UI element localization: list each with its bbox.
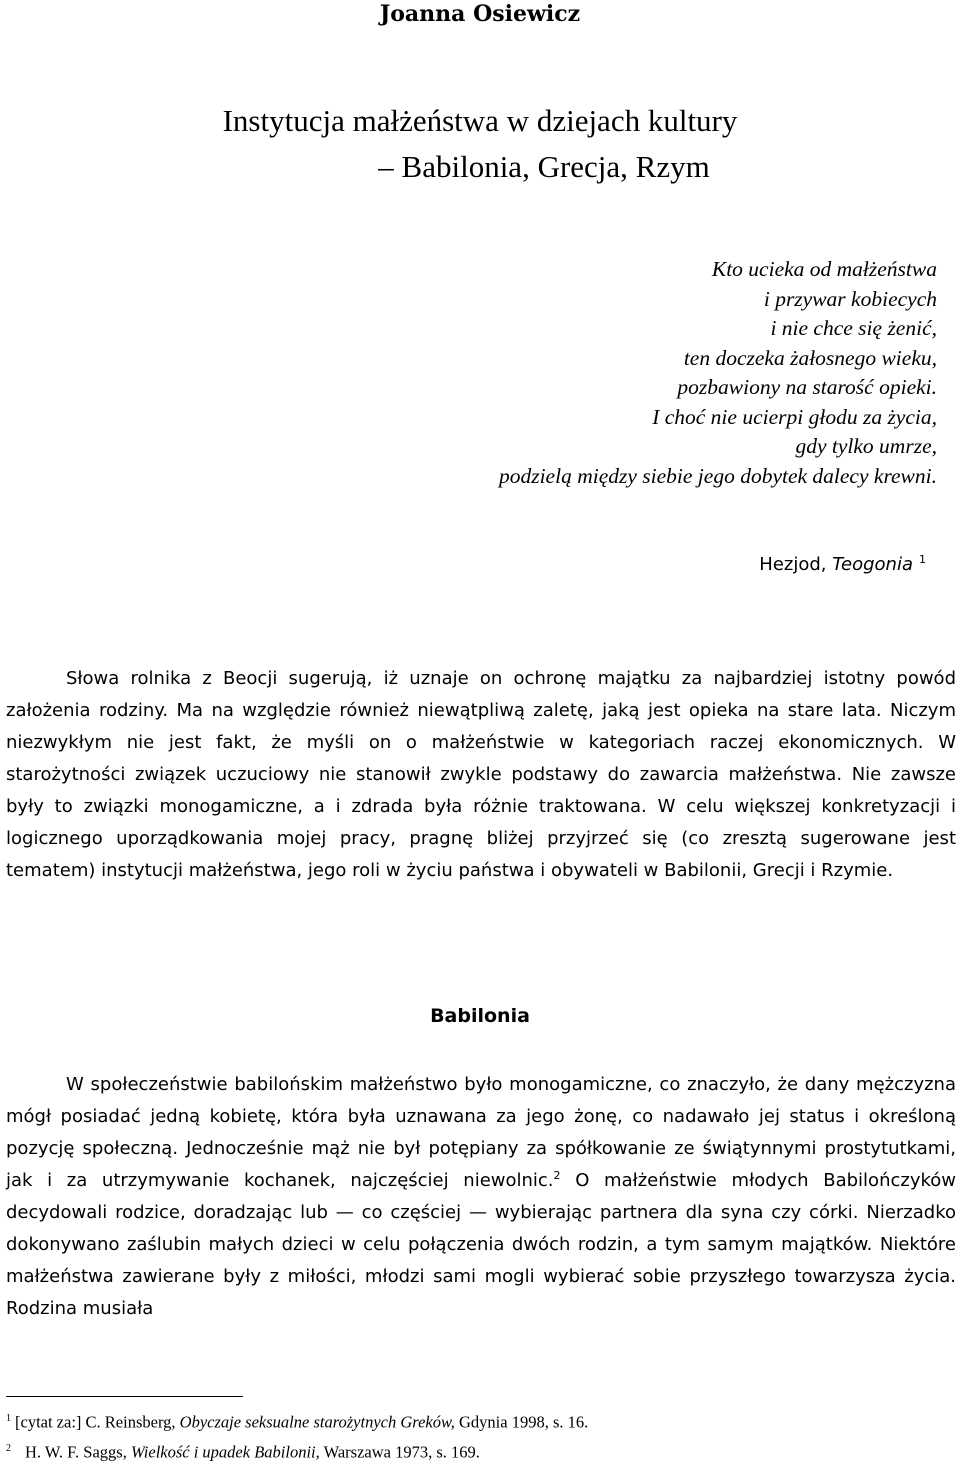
footnote-suffix: Gdynia 1998, s. 16. bbox=[455, 1413, 588, 1432]
footnote-1 bbox=[6, 1406, 956, 1436]
attribution-work: Teogonia bbox=[832, 554, 913, 575]
epigraph-line: Kto ucieka od małżeństwa bbox=[337, 255, 937, 285]
attribution-author: Hezjod, bbox=[759, 554, 832, 575]
footnote-separator bbox=[6, 1396, 243, 1397]
intro-paragraph: Słowa rolnika z Beocji sugerują, iż uznaje on ochronę majątku za najbardziej istotny powód założenia rodziny. Ma na względzie również niewątpliwą zaletę, jaką jest opieka na stare lata. Niczym niezwykłym nie jest fakt, że myśli on o małżeństwie w kategoriach raczej ekonomicznych. W starożytności związek uczuciowy nie stanowił zwykle podstawy do zawarcia małżeństwa. Nie zawsze były to związki monogamiczne, a i zdrada była różnie traktowana. W celu większej konkretyzacji i logicznego uporządkowania mojej pracy, pragnę bliżej przyjrzeć się (co zresztą sugerowane jest tematem) instytucji małżeństwa, jego roli w życiu państwa i obywateli w Babilonii, Grecji i Rzymie. bbox=[6, 663, 956, 887]
epigraph bbox=[337, 255, 937, 491]
epigraph-line: gdy tylko umrze, bbox=[337, 432, 937, 462]
footnote-ref-1[interactable]: 1 bbox=[919, 553, 926, 566]
section-paragraph-part-2: O małżeństwie młodych Babilończyków decydowali rodzice, doradzając lub — co częściej — wybierając partnera dla syna czy córki. Nierzadko dokonywano zaślubin małych dzieci w celu połączenia dwóch rodzin, a tym samym majątków. Niektóre małżeństwa zawierane były z miłości, młodzi sami mogli wybierać sobie przyszłego towarzysza życia. Rodzina musiała bbox=[6, 1170, 956, 1319]
title-line-2: – Babilonia, Grecja, Rzym bbox=[0, 144, 960, 190]
epigraph-line: i nie chce się żenić, bbox=[337, 314, 937, 344]
footnote-prefix: [cytat za:] C. Reinsberg, bbox=[15, 1413, 180, 1432]
document-title bbox=[0, 98, 960, 190]
footnote-ref-2[interactable]: 2 bbox=[554, 1169, 561, 1182]
section-heading: Babilonia bbox=[0, 1000, 960, 1032]
footnote-prefix: H. W. F. Saggs, bbox=[25, 1442, 131, 1461]
epigraph-attribution bbox=[759, 546, 926, 579]
footnote-mark: 1 bbox=[6, 1413, 11, 1424]
footnote-title: Wielkość i upadek Babilonii, bbox=[131, 1442, 320, 1461]
epigraph-line: pozbawiony na starość opieki. bbox=[337, 373, 937, 403]
epigraph-line: i przywar kobiecych bbox=[337, 285, 937, 315]
epigraph-line: ten doczeka żałosnego wieku, bbox=[337, 344, 937, 374]
footnotes bbox=[6, 1406, 956, 1465]
section-paragraph-part-1: W społeczeństwie babilońskim małżeństwo było monogamiczne, co znaczyło, że dany mężczyzna mógł posiadać jedną kobietę, która była uznawana za jego żonę, co nadawało jej status i określoną pozycję społeczną. Jednocześnie mąż nie był potępiany za spółkowanie ze świątynnymi prostytutkami, jak i za utrzymywanie kochanek, najczęściej niewolnic. bbox=[6, 1074, 956, 1191]
footnote-2 bbox=[6, 1436, 956, 1465]
author-name: Joanna Osiewicz bbox=[0, 0, 960, 28]
epigraph-line: podzielą między siebie jego dobytek dalecy krewni. bbox=[337, 462, 937, 492]
title-line-1: Instytucja małżeństwa w dziejach kultury bbox=[0, 98, 960, 144]
footnote-suffix: Warszawa 1973, s. 169. bbox=[320, 1442, 480, 1461]
footnote-mark: 2 bbox=[6, 1443, 11, 1454]
section-paragraph bbox=[6, 1069, 956, 1325]
footnote-title: Obyczaje seksualne starożytnych Greków, bbox=[180, 1413, 455, 1432]
epigraph-line: I choć nie ucierpi głodu za życia, bbox=[337, 403, 937, 433]
